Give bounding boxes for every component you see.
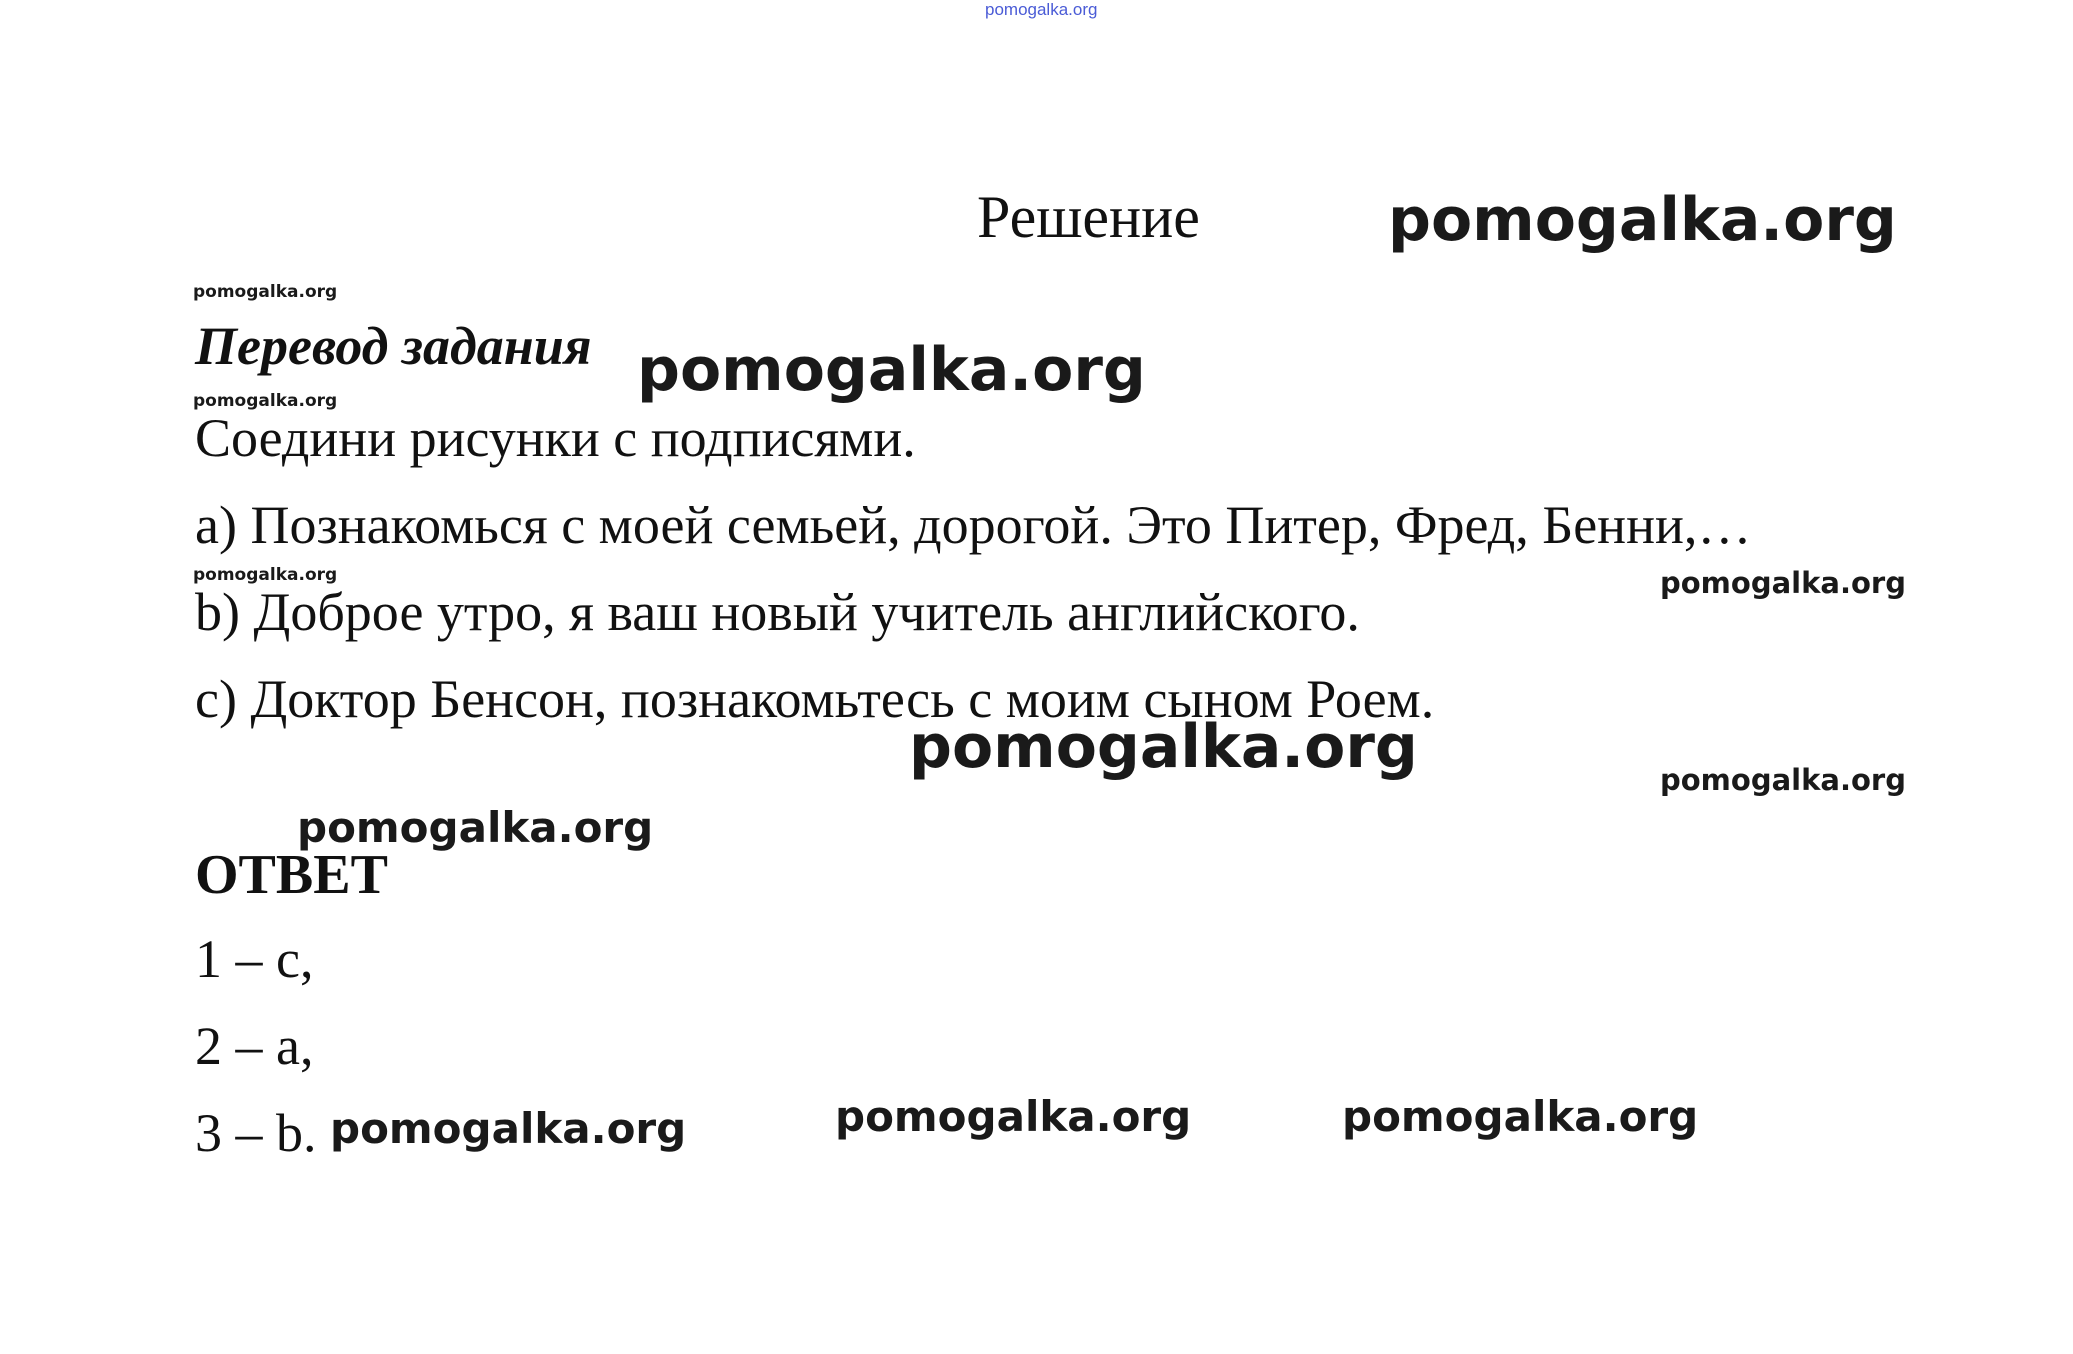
watermark: pomogalka.org — [1342, 1092, 1699, 1141]
task-item-c: c) Доктор Бенсон, познакомьтесь с моим сыном Роем. — [195, 669, 1435, 729]
answer-heading: ОТВЕТ — [195, 844, 388, 906]
watermark: pomogalka.org — [1660, 566, 1906, 600]
page-title: Решение — [977, 184, 1200, 250]
watermark: pomogalka.org — [193, 391, 338, 411]
watermark: pomogalka.org — [637, 335, 1146, 405]
task-translation-heading: Перевод задания — [195, 316, 592, 376]
task-instruction: Соедини рисунки с подписями. — [195, 408, 916, 468]
watermark: pomogalka.org — [330, 1104, 687, 1153]
watermark: pomogalka.org — [193, 565, 338, 585]
top-site-link[interactable]: pomogalka.org — [985, 0, 1098, 19]
watermark: pomogalka.org — [835, 1092, 1192, 1141]
watermark: pomogalka.org — [1660, 763, 1906, 797]
watermark: pomogalka.org — [1388, 185, 1897, 255]
answer-line-1: 1 – c, — [195, 929, 314, 989]
answer-line-3: 3 – b. — [195, 1103, 317, 1163]
task-item-a: a) Познакомься с моей семьей, дорогой. Это Питер, Фред, Бенни,… — [195, 495, 1752, 555]
watermark: pomogalka.org — [297, 803, 654, 852]
watermark: pomogalka.org — [193, 282, 338, 302]
answer-line-2: 2 – a, — [195, 1016, 314, 1076]
watermark: pomogalka.org — [909, 712, 1418, 782]
task-item-b: b) Доброе утро, я ваш новый учитель английского. — [195, 582, 1360, 642]
